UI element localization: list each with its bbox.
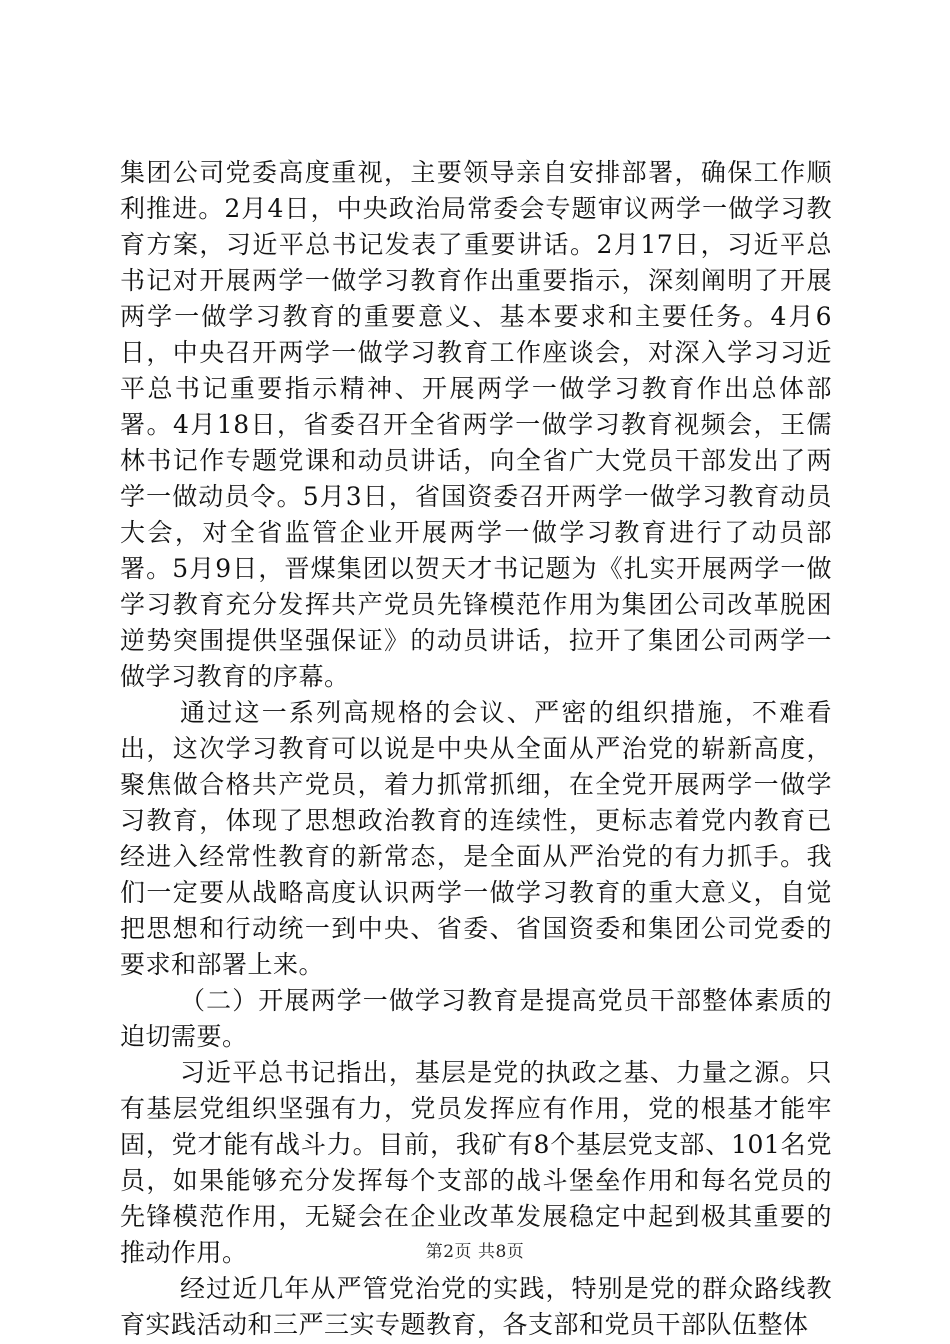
paragraph-1: 集团公司党委高度重视，主要领导亲自安排部署，确保工作顺利推进。2月4日，中央政治局常委会专题审议两学一做学习教育方案，习近平总书记发表了重要讲话。2月17日，习近平总书记对开展两学一做学习教育作出重要指示，深刻阐明了开展两学一做学习教育的重要意义、基本要求和主要任务。4月6日，中央召开两学一做学习教育工作座谈会，对深入学习习近平总书记重要指示精神、开展两学一做学习教育作出总体部署。4月18日，省委召开全省两学一做学习教育视频会，王儒林书记作专题党课和动员讲话，向全省广大党员干部发出了两学一做动员令。5月3日，省国资委召开两学一做学习教育动员大会，对全省监管企业开展两学一做学习教育进行了动员部署。5月9日，晋煤集团以贺天才书记题为《扎实开展两学一做学习教育充分发挥共产党员先锋模范作用为集团公司改革脱困逆势突围提供坚强保证》的动员讲话，拉开了集团公司两学一做学习教育的序幕。 [120, 158, 832, 691]
paragraph-4: 经过近几年从严管党治党的实践，特别是党的群众路线教育实践活动和三严三实专题教育，各支部和党员干部队伍整体 [120, 1274, 832, 1339]
page-footer: 第2页 共8页 [425, 1242, 525, 1262]
paragraph-2: 通过这一系列高规格的会议、严密的组织措施，不难看出，这次学习教育可以说是中央从全面从严治党的崭新高度，聚焦做合格共产党员，着力抓常抓细，在全党开展两学一做学习教育，体现了思想政治教育的连续性，更标志着党内教育已经进入经常性教育的新常态，是全面从严治党的有力抓手。我们一定要从战略高度认识两学一做学习教育的重大意义，自觉把思想和行动统一到中央、省委、省国资委和集团公司党委的要求和部署上来。 [120, 698, 832, 979]
paragraph-3: 习近平总书记指出，基层是党的执政之基、力量之源。只有基层党组织坚强有力，党员发挥应有作用，党的根基才能牢固，党才能有战斗力。目前，我矿有8个基层党支部、101名党员，如果能够充分发挥每个支部的战斗堡垒作用和每名党员的先锋模范作用，无疑会在企业改革发展稳定中起到极其重要的推动作用。 [120, 1058, 832, 1267]
section-heading-2: （二）开展两学一做学习教育是提高党员干部整体素质的迫切需要。 [120, 986, 832, 1051]
document-body [120, 155, 832, 1343]
